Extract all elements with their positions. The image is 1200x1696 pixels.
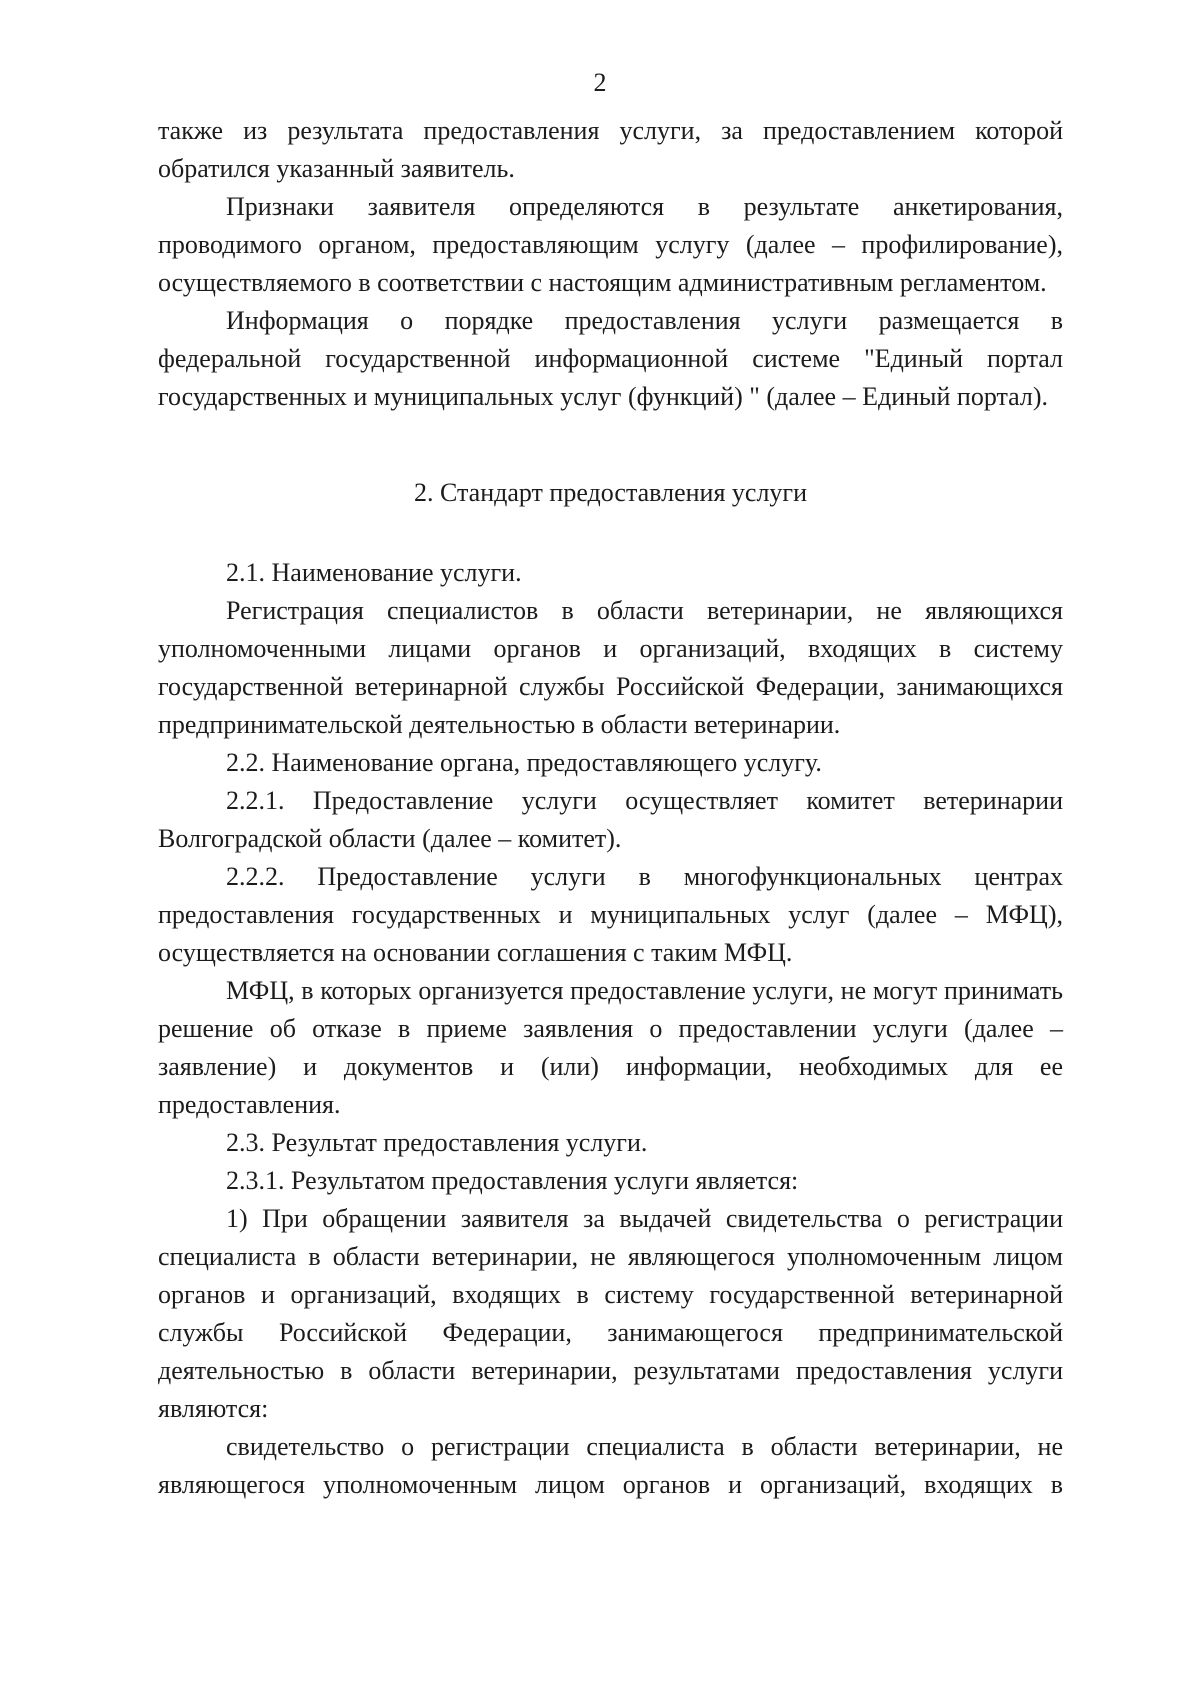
paragraph-mfc: МФЦ, в которых организуется предоставление услуги, не могут принимать решение об отказе в приеме заявления о предоставлении услуги (далее – заявление) и документов и (или) информации, необходимых для ее предоставления. [158,976,1063,1119]
clause-2-2: 2.2. Наименование органа, предоставляющего услугу. [226,748,822,777]
document-body [158,112,1063,1504]
clause-2-3: 2.3. Результат предоставления услуги. [226,1128,648,1157]
clause-2-2-1: 2.2.1. Предоставление услуги осуществляет комитет ветеринарии Волгоградской области (далее – комитет). [158,786,1063,853]
paragraph-information-portal: Информация о порядке предоставления услуги размещается в федеральной государственной информационной системе "Единый портал государственных и муниципальных услуг (функций) " (далее – Единый портал). [158,306,1063,411]
section-heading: 2. Стандарт предоставления услуги [414,478,807,507]
paragraph-applicant-attributes: Признаки заявителя определяются в результате анкетирования, проводимого органом, предоставляющим услугу (далее – профилирование), осуществляемого в соответствии с настоящим административным регламентом. [158,192,1063,297]
spacer [158,512,1063,554]
list-item-1: 1) При обращении заявителя за выдачей свидетельства о регистрации специалиста в области ветеринарии, не являющегося уполномоченным лицом органов и организаций, входящих в систему государственной ветеринарной службы Российской Федерации, занимающегося предпринимательской деятельностью в области ветеринарии, результатами предоставления услуги являются: [158,1204,1063,1423]
page-number: 2 [593,68,607,97]
paragraph-continuation: также из результата предоставления услуги, за предоставлением которой обратился указанный заявитель. [158,116,1063,183]
clause-2-2-2: 2.2.2. Предоставление услуги в многофункциональных центрах предоставления государственных и муниципальных услуг (далее – МФЦ), осуществляется на основании соглашения с таким МФЦ. [158,862,1063,967]
paragraph-certificate: свидетельство о регистрации специалиста в области ветеринарии, не являющегося уполномоченным лицом органов и организаций, входящих в [158,1432,1063,1499]
spacer [158,416,1063,474]
clause-2-1: 2.1. Наименование услуги. [226,558,522,587]
clause-2-3-1: 2.3.1. Результатом предоставления услуги является: [226,1166,799,1195]
paragraph-service-name: Регистрация специалистов в области ветеринарии, не являющихся уполномоченными лицами органов и организаций, входящих в систему государственной ветеринарной службы Российской Федерации, занимающихся предпринимательской деятельностью в области ветеринарии. [158,596,1063,739]
